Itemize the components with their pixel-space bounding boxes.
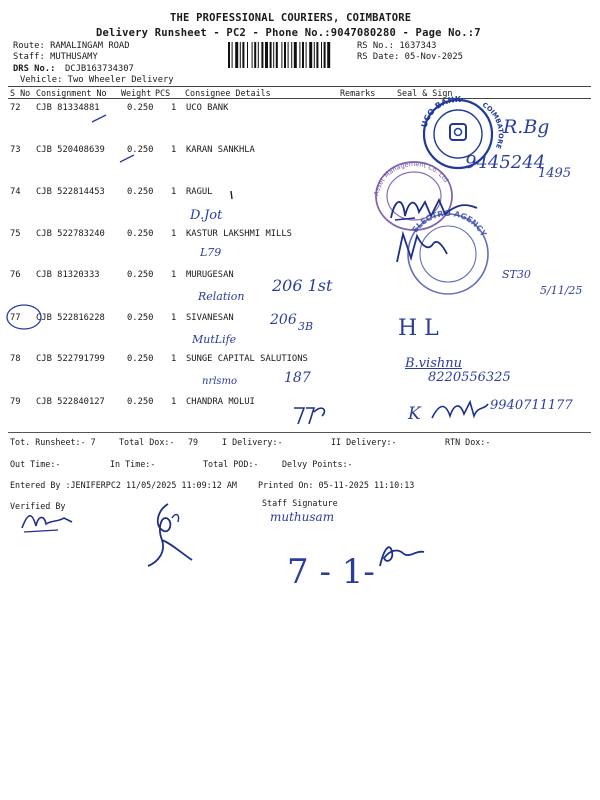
route-text: Route: RAMALINGAM ROAD	[13, 41, 130, 51]
row-consignee: SUNGE CAPITAL SALUTIONS	[186, 354, 308, 364]
printed-on: Printed On: 05-11-2025 11:10:13	[258, 480, 415, 490]
row-weight: 0.250	[127, 145, 154, 155]
row-consignee: RAGUL	[186, 187, 213, 197]
col-consignee: Consignee Details	[185, 88, 271, 98]
tick-mark-icon	[118, 152, 138, 166]
col-weight: Weight	[121, 88, 152, 98]
i-delivery: I Delivery:-	[222, 437, 283, 447]
row-pcs: 1	[171, 354, 177, 364]
phone-handwriting: 9445244	[465, 152, 546, 173]
row-consignment: CJB 520408639	[36, 145, 105, 155]
row-consignee: KARAN SANKHLA	[186, 145, 255, 155]
total-dox-label: Total Dox:-	[119, 437, 175, 447]
row79-signature-2	[430, 396, 490, 426]
row-sno: 79	[10, 397, 21, 407]
date-st-handwriting: ST30	[502, 268, 531, 281]
row78-name-handwriting: B.vishnu	[405, 356, 462, 371]
row77-name-handwriting: MutLife	[192, 333, 237, 346]
row75-signature	[393, 228, 453, 272]
row-pcs: 1	[171, 187, 177, 197]
row-consignee: SIVANESAN	[186, 313, 234, 323]
row78-phone-handwriting: 8220556325	[428, 370, 511, 385]
ii-delivery: II Delivery:-	[331, 437, 397, 447]
verified-signature	[18, 508, 74, 536]
row-consignment: CJB 522791799	[36, 354, 105, 364]
row-consignment: CJB 522816228	[36, 313, 105, 323]
row-consignment: CJB 81320333	[36, 270, 100, 280]
row-consignee: UCO BANK	[186, 103, 229, 113]
electro-stamp-text: ELECTRO AGENCY	[410, 208, 489, 239]
col-remarks: Remarks	[340, 88, 376, 98]
row77-initials-handwriting: H L	[398, 316, 439, 341]
row-consignment: CJB 522783240	[36, 229, 105, 239]
row-pcs: 1	[171, 270, 177, 280]
rs-date-text: RS Date: 05-Nov-2025	[357, 52, 463, 62]
date-handwriting: 5/11/25	[540, 284, 583, 297]
asset-stamp-text: Asset Management Co. Ltd	[372, 159, 451, 197]
col-consignment: Consignment No	[36, 88, 107, 98]
row-consignment: CJB 522814453	[36, 187, 105, 197]
row-sno: 72	[10, 103, 21, 113]
row-consignment: CJB 522840127	[36, 397, 105, 407]
total-dox-value: 79	[188, 437, 199, 447]
phone-handwriting-2: 1495	[538, 166, 572, 181]
row75-handwriting: L79	[200, 246, 222, 259]
svg-text:COIMBATORE	[481, 101, 505, 150]
row76-name-handwriting: Relation	[198, 290, 245, 303]
row74-signature	[385, 188, 485, 228]
row74-handwriting: D.Jot	[190, 208, 223, 223]
tick-mark-icon	[228, 190, 236, 200]
bottom-scribble-handwriting: 7 - 1-	[287, 552, 375, 592]
uco-stamp-title: UCO BANK	[419, 94, 462, 129]
in-time: In Time:-	[110, 459, 156, 469]
row-pcs: 1	[171, 313, 177, 323]
row-sno: 76	[10, 270, 21, 280]
row-consignee: MURUGESAN	[186, 270, 234, 280]
row-weight: 0.250	[127, 270, 154, 280]
large-signature	[140, 500, 200, 574]
row78-number-handwriting: 187	[284, 370, 311, 386]
drs-label: DRS No.:	[13, 64, 56, 74]
tot-runsheet: Tot. Runsheet:- 7	[10, 437, 96, 447]
row79-signature-1	[292, 402, 332, 426]
row-sno: 78	[10, 354, 21, 364]
verified-by-label: Verified By	[10, 501, 66, 511]
company-title: THE PROFESSIONAL COURIERS, COIMBATORE	[170, 12, 412, 24]
row-pcs: 1	[171, 397, 177, 407]
barcode	[228, 42, 354, 70]
staff-text: Staff: MUTHUSAMY	[13, 52, 98, 62]
row-weight: 0.250	[127, 354, 154, 364]
rs-no-text: RS No.: 1637343	[357, 41, 437, 51]
rbg-handwriting: R.Bg	[503, 116, 550, 138]
row-weight: 0.250	[127, 313, 154, 323]
row-sno: 73	[10, 145, 21, 155]
col-seal: Seal & Sign	[397, 88, 453, 98]
out-time: Out Time:-	[10, 459, 61, 469]
header-rule-top	[8, 86, 591, 87]
runsheet-subtitle: Delivery Runsheet - PC2 - Phone No.:9047080280 - Page No.:7	[96, 27, 481, 39]
row-sno: 75	[10, 229, 21, 239]
row77-number2-handwriting: 3B	[298, 320, 314, 333]
row-consignment: CJB 81334881	[36, 103, 100, 113]
row-pcs: 1	[171, 103, 177, 113]
totals-rule	[8, 432, 591, 433]
row-weight: 0.250	[127, 397, 154, 407]
uco-stamp-city: COIMBATORE	[480, 100, 505, 150]
row76-number-handwriting: 206 1st	[272, 276, 333, 295]
row79-phone-handwriting: 9940711177	[490, 398, 573, 413]
row78-sign-handwriting: nrlsmo	[202, 376, 238, 387]
staff-signature-label: Staff Signature	[262, 498, 338, 508]
row-weight: 0.250	[127, 229, 154, 239]
rtn-dox: RTN Dox:-	[445, 437, 491, 447]
row-consignee: CHANDRA MOLUI	[186, 397, 255, 407]
tick-mark-icon	[90, 112, 110, 126]
delvy-points: Delvy Points:-	[282, 459, 353, 469]
col-sno: S No	[10, 88, 31, 98]
vehicle-text: Vehicle: Two Wheeler Delivery	[20, 75, 174, 85]
total-pod: Total POD:-	[203, 459, 259, 469]
row-sno: 77	[10, 313, 21, 323]
bottom-right-signature	[370, 536, 426, 572]
row-sno: 74	[10, 187, 21, 197]
row-consignee: KASTUR LAKSHMI MILLS	[186, 229, 292, 239]
row77-number-handwriting: 206	[270, 312, 297, 328]
row-weight: 0.250	[127, 187, 154, 197]
col-pcs: PCS	[155, 88, 171, 98]
entered-by: Entered By :JENIFERPC2 11/05/2025 11:09:12 AM	[10, 480, 237, 490]
row79-k-handwriting: K	[408, 404, 421, 424]
staff-signature-handwriting: muthusam	[270, 510, 335, 524]
row77-circle	[4, 302, 48, 332]
row-weight: 0.250	[127, 103, 154, 113]
drs-value: DCJB163734307	[65, 64, 134, 74]
row-pcs: 1	[171, 145, 177, 155]
row-pcs: 1	[171, 229, 177, 239]
